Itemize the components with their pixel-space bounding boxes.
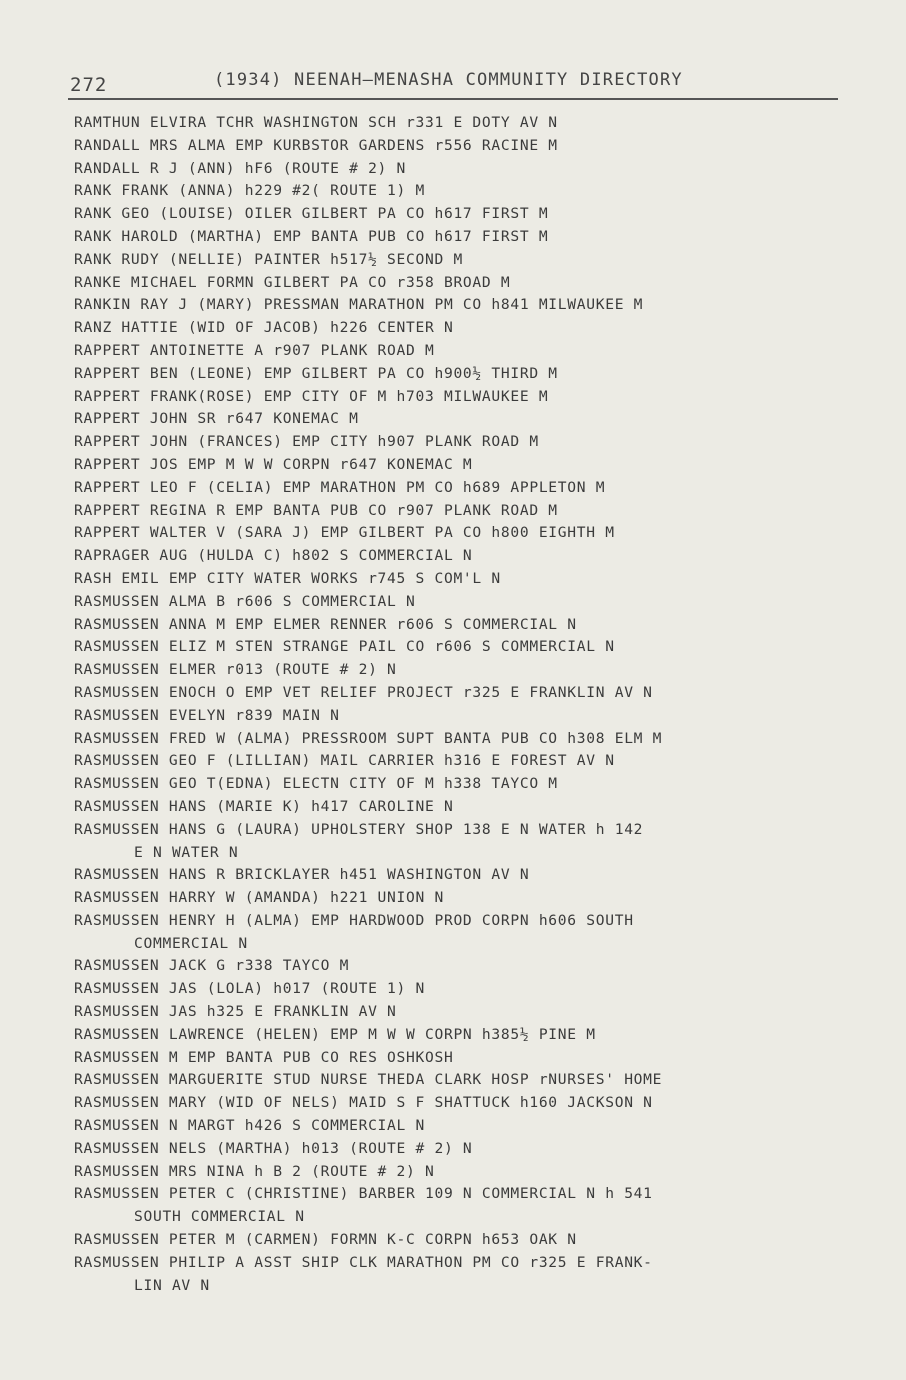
directory-entry: RANKIN RAY J (MARY) PRESSMAN MARATHON PM CO h841 MILWAUKEE M: [74, 296, 644, 314]
directory-entry: RAPPERT BEN (LEONE) EMP GILBERT PA CO h900½ THIRD M: [74, 364, 558, 382]
directory-entry: RASMUSSEN ANNA M EMP ELMER RENNER r606 S COMMERCIAL N: [74, 615, 577, 633]
directory-entry: RASMUSSEN HANS G (LAURA) UPHOLSTERY SHOP 138 E N WATER h 142: [74, 820, 644, 838]
directory-entry: RAPPERT JOHN (FRANCES) EMP CITY h907 PLANK ROAD M: [74, 433, 539, 451]
directory-entries: [74, 112, 854, 1297]
directory-entry: RAPPERT WALTER V (SARA J) EMP GILBERT PA CO h800 EIGHTH M: [74, 524, 615, 542]
header-rule: [68, 98, 838, 100]
directory-entry: RASMUSSEN JAS (LOLA) h017 (ROUTE 1) N: [74, 980, 425, 998]
directory-entry: RASMUSSEN JAS h325 E FRANKLIN AV N: [74, 1003, 397, 1021]
directory-entry-continuation: LIN AV N: [134, 1276, 210, 1294]
directory-entry: RASH EMIL EMP CITY WATER WORKS r745 S COM'L N: [74, 569, 501, 587]
directory-entry: RAPRAGER AUG (HULDA C) h802 S COMMERCIAL N: [74, 547, 473, 565]
directory-entry: RASMUSSEN HARRY W (AMANDA) h221 UNION N: [74, 889, 444, 907]
directory-entry: RAMTHUN ELVIRA TCHR WASHINGTON SCH r331 E DOTY AV N: [74, 114, 558, 131]
directory-entry: RANK RUDY (NELLIE) PAINTER h517½ SECOND M: [74, 250, 463, 268]
directory-entry: RASMUSSEN MRS NINA h B 2 (ROUTE # 2) N: [74, 1162, 435, 1180]
directory-entry: RASMUSSEN LAWRENCE (HELEN) EMP M W W CORPN h385½ PINE M: [74, 1025, 596, 1043]
directory-entry: RASMUSSEN PETER M (CARMEN) FORMN K-C CORPN h653 OAK N: [74, 1231, 577, 1249]
directory-entry: RASMUSSEN GEO F (LILLIAN) MAIL CARRIER h316 E FOREST AV N: [74, 752, 615, 770]
directory-entry: RASMUSSEN HANS R BRICKLAYER h451 WASHINGTON AV N: [74, 866, 530, 884]
directory-entry: RASMUSSEN ALMA B r606 S COMMERCIAL N: [74, 592, 416, 610]
directory-entry: RASMUSSEN HENRY H (ALMA) EMP HARDWOOD PROD CORPN h606 SOUTH: [74, 911, 634, 929]
directory-entry: RANDALL MRS ALMA EMP KURBSTOR GARDENS r556 RACINE M: [74, 136, 558, 154]
page-title: (1934) NEENAH–MENASHA COMMUNITY DIRECTORY: [214, 70, 683, 90]
directory-entry: RASMUSSEN ENOCH O EMP VET RELIEF PROJECT r325 E FRANKLIN AV N: [74, 683, 653, 701]
directory-entry: RASMUSSEN NELS (MARTHA) h013 (ROUTE # 2) N: [74, 1139, 473, 1157]
directory-entry: RASMUSSEN HANS (MARIE K) h417 CAROLINE N: [74, 797, 454, 815]
directory-entry: RANK FRANK (ANNA) h229 #2( ROUTE 1) M: [74, 182, 425, 200]
directory-entry: RAPPERT JOS EMP M W W CORPN r647 KONEMAC M: [74, 455, 473, 473]
directory-entry-continuation: COMMERCIAL N: [134, 934, 248, 952]
directory-entry: RANDALL R J (ANN) hF6 (ROUTE # 2) N: [74, 159, 407, 177]
directory-entry: RASMUSSEN PHILIP A ASST SHIP CLK MARATHON PM CO r325 E FRANK-: [74, 1253, 653, 1271]
directory-entry: RASMUSSEN FRED W (ALMA) PRESSROOM SUPT BANTA PUB CO h308 ELM M: [74, 729, 663, 747]
directory-entry: RAPPERT FRANK(ROSE) EMP CITY OF M h703 MILWAUKEE M: [74, 387, 549, 405]
directory-entry-continuation: SOUTH COMMERCIAL N: [134, 1208, 305, 1226]
directory-entry: RANK HAROLD (MARTHA) EMP BANTA PUB CO h617 FIRST M: [74, 227, 549, 245]
page-header: [68, 66, 838, 100]
directory-entry: RASMUSSEN EVELYN r839 MAIN N: [74, 706, 340, 724]
directory-entry: RASMUSSEN PETER C (CHRISTINE) BARBER 109 N COMMERCIAL N h 541: [74, 1185, 653, 1203]
directory-entry: RANZ HATTIE (WID OF JACOB) h226 CENTER N: [74, 319, 454, 337]
directory-entry: RAPPERT REGINA R EMP BANTA PUB CO r907 PLANK ROAD M: [74, 501, 558, 519]
directory-entry: RASMUSSEN GEO T(EDNA) ELECTN CITY OF M h338 TAYCO M: [74, 775, 558, 793]
directory-entry: RASMUSSEN M EMP BANTA PUB CO RES OSHKOSH: [74, 1048, 454, 1066]
directory-entry: RASMUSSEN MARGUERITE STUD NURSE THEDA CLARK HOSP rNURSES' HOME: [74, 1071, 663, 1089]
directory-entry-continuation: E N WATER N: [134, 843, 239, 861]
directory-entry: RAPPERT ANTOINETTE A r907 PLANK ROAD M: [74, 341, 435, 359]
page-number: 272: [70, 74, 108, 96]
directory-entry: RASMUSSEN JACK G r338 TAYCO M: [74, 957, 350, 975]
directory-entry: RANK GEO (LOUISE) OILER GILBERT PA CO h617 FIRST M: [74, 205, 549, 223]
directory-entry: RAPPERT JOHN SR r647 KONEMAC M: [74, 410, 359, 428]
directory-entry: RASMUSSEN ELMER r013 (ROUTE # 2) N: [74, 661, 397, 679]
directory-entry: RASMUSSEN MARY (WID OF NELS) MAID S F SHATTUCK h160 JACKSON N: [74, 1094, 653, 1112]
directory-entry: RANKE MICHAEL FORMN GILBERT PA CO r358 BROAD M: [74, 273, 511, 291]
directory-entry: RASMUSSEN ELIZ M STEN STRANGE PAIL CO r606 S COMMERCIAL N: [74, 638, 615, 656]
directory-entry: RASMUSSEN N MARGT h426 S COMMERCIAL N: [74, 1117, 425, 1135]
directory-entry: RAPPERT LEO F (CELIA) EMP MARATHON PM CO h689 APPLETON M: [74, 478, 606, 496]
